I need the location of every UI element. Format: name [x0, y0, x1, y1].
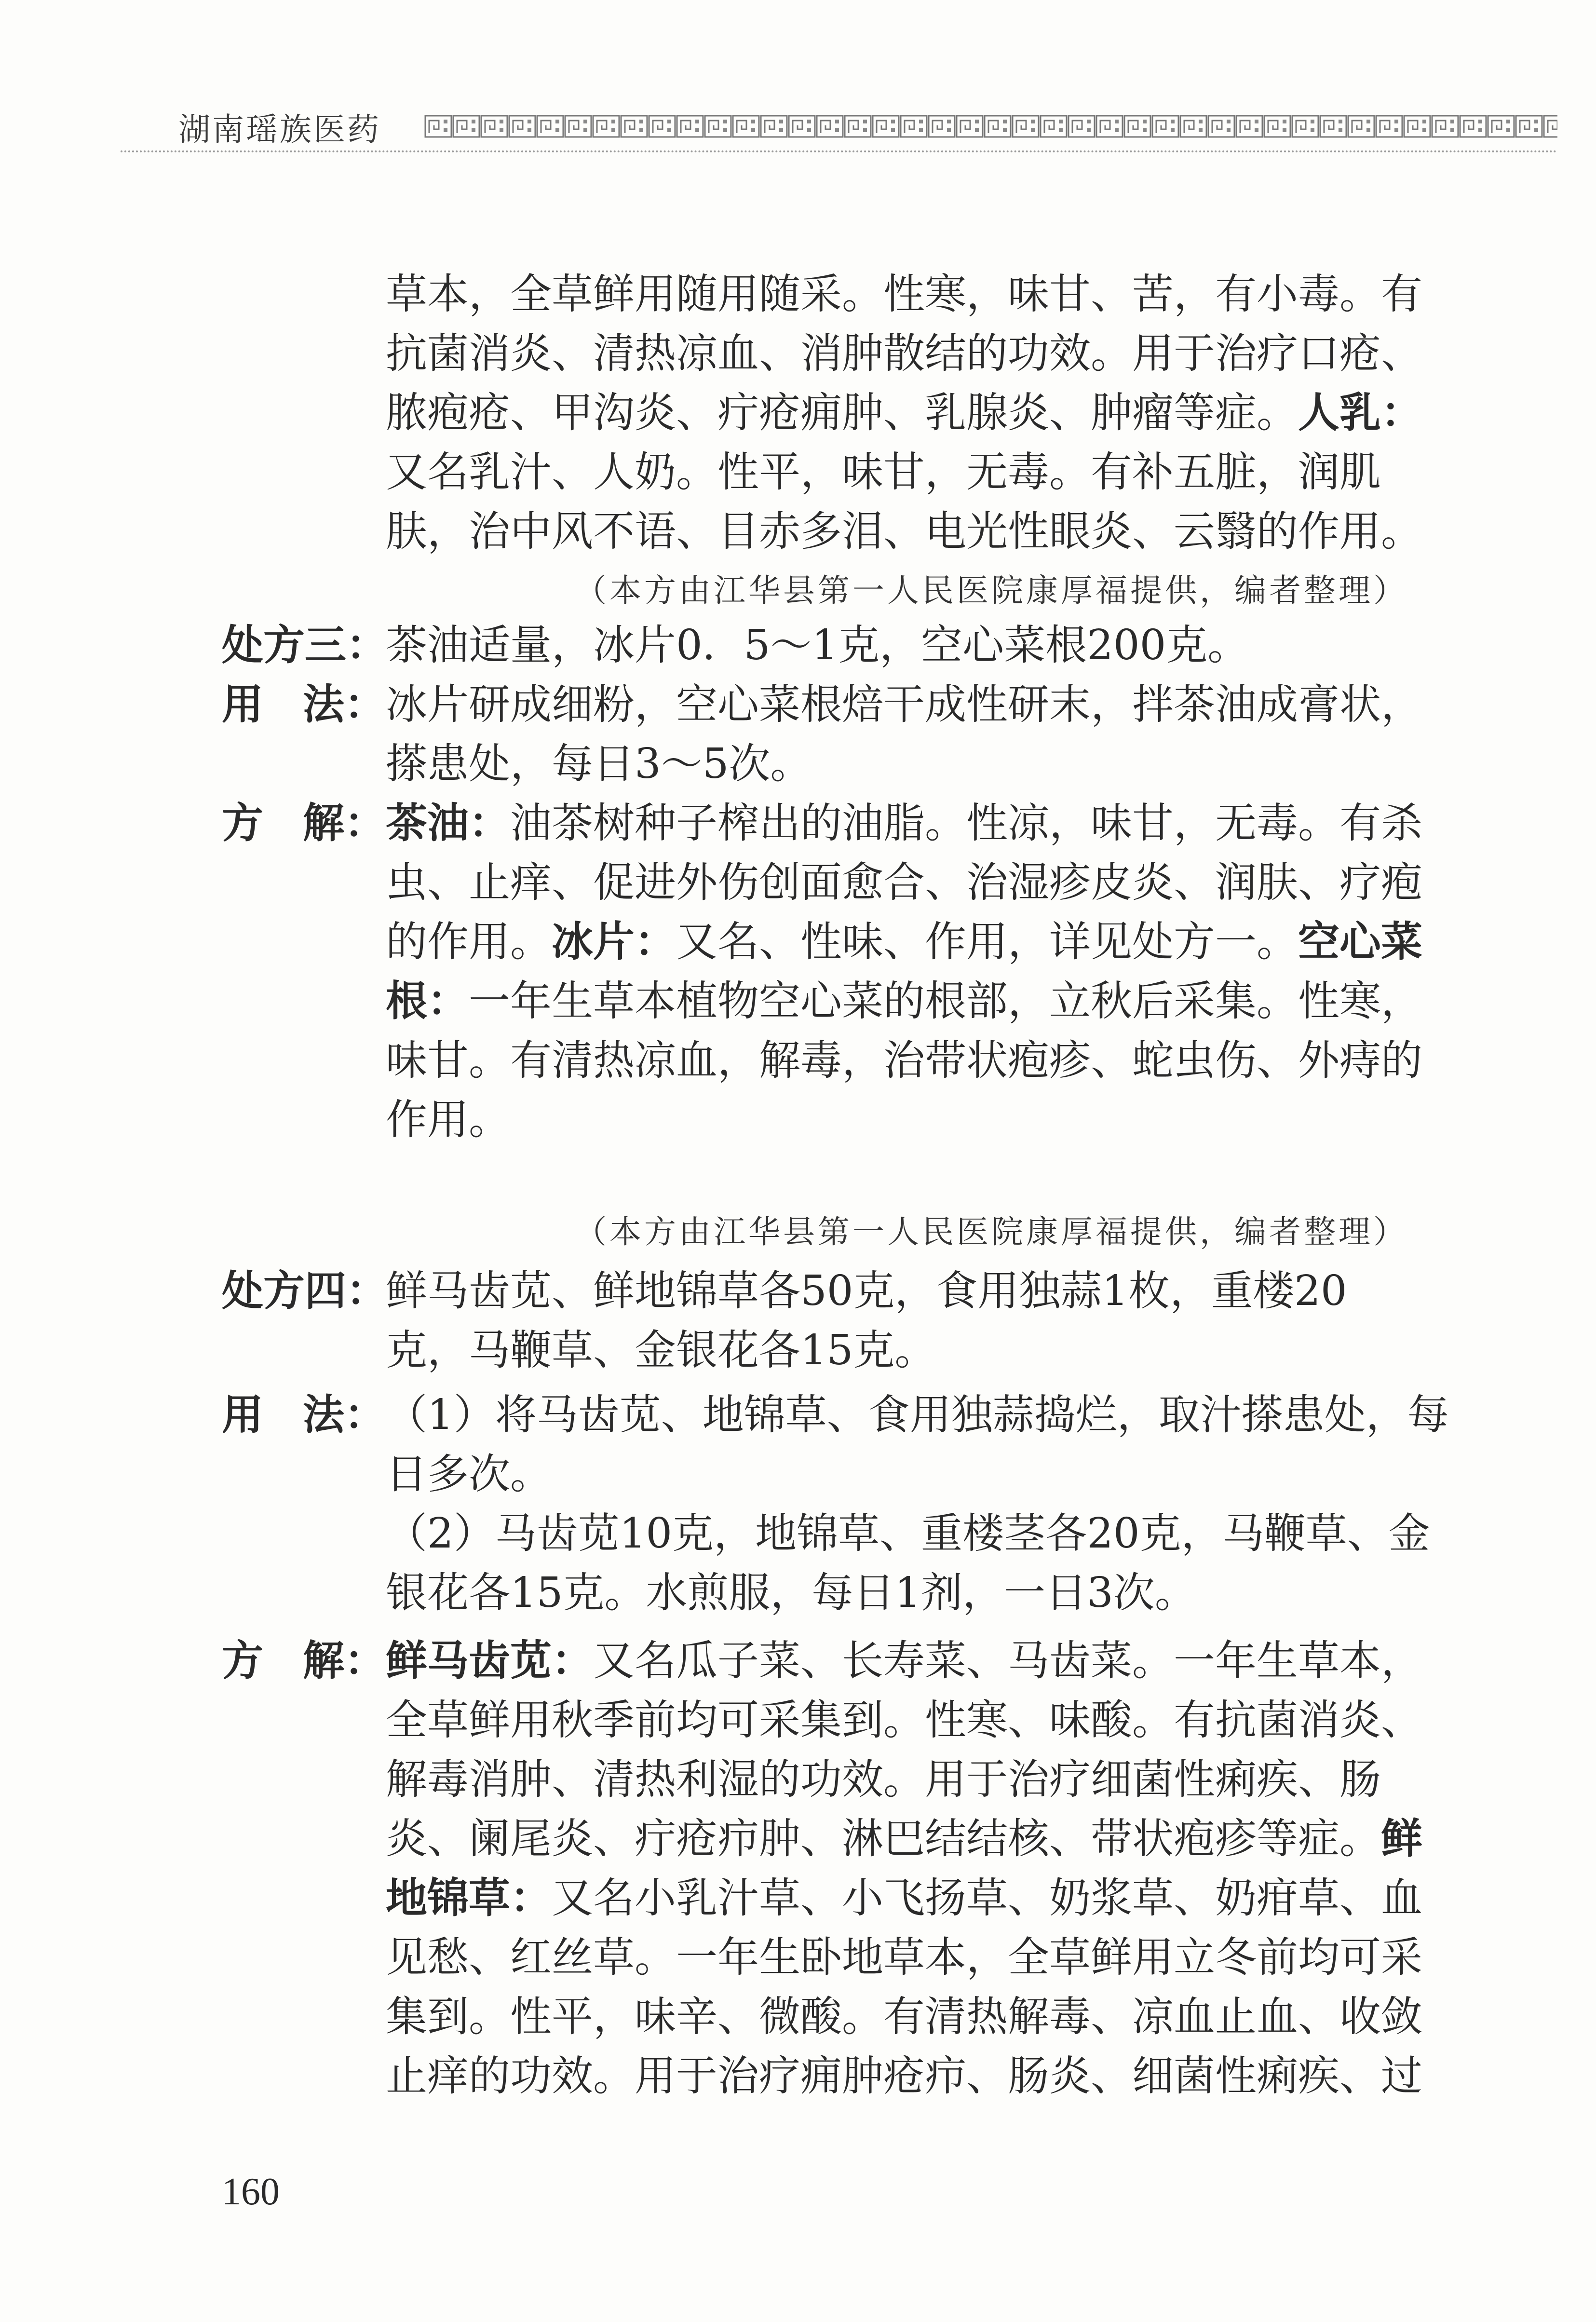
prescription-label: 处方四： — [222, 1267, 388, 1315]
text-line — [386, 389, 1422, 437]
text-line — [386, 918, 1422, 966]
text-line: （1）将马齿苋、地锦草、食用独蒜捣烂，取汁搽患处，每 — [386, 1391, 1449, 1439]
text-run: 油茶树种子榨出的油脂。性凉，味甘，无毒。有杀 — [510, 799, 1422, 847]
text-line: 茶油适量，冰片0．5～1克，空心菜根200克。 — [386, 621, 1249, 669]
label-char: 法： — [303, 680, 386, 729]
label-char: 法： — [303, 1391, 386, 1439]
text-line — [386, 799, 1422, 847]
explanation-label — [222, 1637, 386, 1685]
term-heading: 人乳： — [1298, 389, 1422, 437]
explanation-label — [222, 799, 386, 847]
term-heading: 冰片： — [552, 918, 676, 966]
label-char: 用 — [222, 680, 263, 729]
page-number: 160 — [222, 2171, 280, 2213]
prescription-label: 处方三： — [222, 621, 388, 669]
text-line: 作用。 — [386, 1096, 510, 1144]
text-run: 又名小乳汁草、小飞扬草、奶浆草、奶疳草、血 — [552, 1874, 1422, 1922]
usage-label — [222, 680, 386, 729]
text-line: 搽患处，每日3～5次。 — [386, 740, 812, 788]
running-header-title: 湖南瑶族医药 — [178, 111, 381, 148]
text-line: 克，马鞭草、金银花各15克。 — [386, 1326, 936, 1374]
label-char: 用 — [222, 1391, 263, 1439]
label-char: 解： — [303, 799, 386, 847]
term-heading: 空心菜 — [1298, 918, 1422, 966]
text-run: 又名、性味、作用，详见处方一。 — [676, 918, 1298, 966]
text-line — [386, 977, 1422, 1025]
text-run: 的作用。 — [386, 918, 552, 966]
text-line: 日多次。 — [386, 1450, 552, 1498]
text-line: 集到。性平，味辛、微酸。有清热解毒、凉血止血、收敛 — [386, 1993, 1422, 2041]
term-heading: 茶油： — [386, 799, 510, 847]
term-heading: 鲜 — [1381, 1815, 1422, 1863]
text-line: 抗菌消炎、清热凉血、消肿散结的功效。用于治疗口疮、 — [386, 329, 1422, 378]
text-line: 止痒的功效。用于治疗痈肿疮疖、肠炎、细菌性痢疾、过 — [386, 2052, 1422, 2100]
text-run: 炎、阑尾炎、疔疮疖肿、淋巴结结核、带状疱疹等症。 — [386, 1815, 1381, 1863]
text-line: 鲜马齿苋、鲜地锦草各50克，食用独蒜1枚，重楼20 — [386, 1267, 1347, 1315]
usage-label — [222, 1391, 386, 1439]
text-line: 银花各15克。水煎服，每日1剂，一日3次。 — [386, 1569, 1196, 1617]
text-line: 全草鲜用秋季前均可采集到。性寒、味酸。有抗菌消炎、 — [386, 1696, 1422, 1744]
text-line: 又名乳汁、人奶。性平，味甘，无毒。有补五脏，润肌 — [386, 448, 1381, 496]
text-line: 肤，治中风不语、目赤多泪、电光性眼炎、云翳的作用。 — [386, 507, 1422, 556]
term-heading: 鲜马齿苋： — [386, 1637, 593, 1685]
text-line: 味甘。有清热凉血，解毒，治带状疱疹、蛇虫伤、外痔的 — [386, 1036, 1422, 1085]
label-char: 解： — [303, 1637, 386, 1685]
text-run: 脓疱疮、甲沟炎、疔疮痈肿、乳腺炎、肿瘤等症。 — [386, 389, 1298, 437]
text-line: 见愁、红丝草。一年生卧地草本，全草鲜用立冬前均可采 — [386, 1933, 1422, 1982]
label-char: 方 — [222, 799, 263, 847]
text-line: 解毒消肿、清热利湿的功效。用于治疗细菌性痢疾、肠 — [386, 1755, 1381, 1804]
text-line: 虫、止痒、促进外伤创面愈合、治湿疹皮炎、润肤、疗疱 — [386, 858, 1422, 907]
text-line — [386, 1637, 1422, 1685]
text-line: 草本，全草鲜用随用随采。性寒，味甘、苦，有小毒。有 — [386, 270, 1422, 318]
text-run: 一年生草本植物空心菜的根部，立秋后采集。性寒， — [469, 977, 1422, 1025]
source-note: （本方由江华县第一人民医院康厚福提供，编者整理） — [575, 1213, 1408, 1250]
source-note: （本方由江华县第一人民医院康厚福提供，编者整理） — [575, 572, 1408, 609]
label-char: 方 — [222, 1637, 263, 1685]
text-line: （2）马齿苋10克，地锦草、重楼茎各20克，马鞭草、金 — [386, 1509, 1430, 1558]
term-heading: 根： — [386, 977, 469, 1025]
term-heading: 地锦草： — [386, 1874, 552, 1922]
text-line — [386, 1874, 1422, 1922]
text-line: 冰片研成细粉，空心菜根焙干成性研末，拌茶油成膏状， — [386, 680, 1422, 729]
text-line — [386, 1815, 1422, 1863]
text-run: 又名瓜子菜、长寿菜、马齿菜。一年生草本， — [593, 1637, 1422, 1685]
